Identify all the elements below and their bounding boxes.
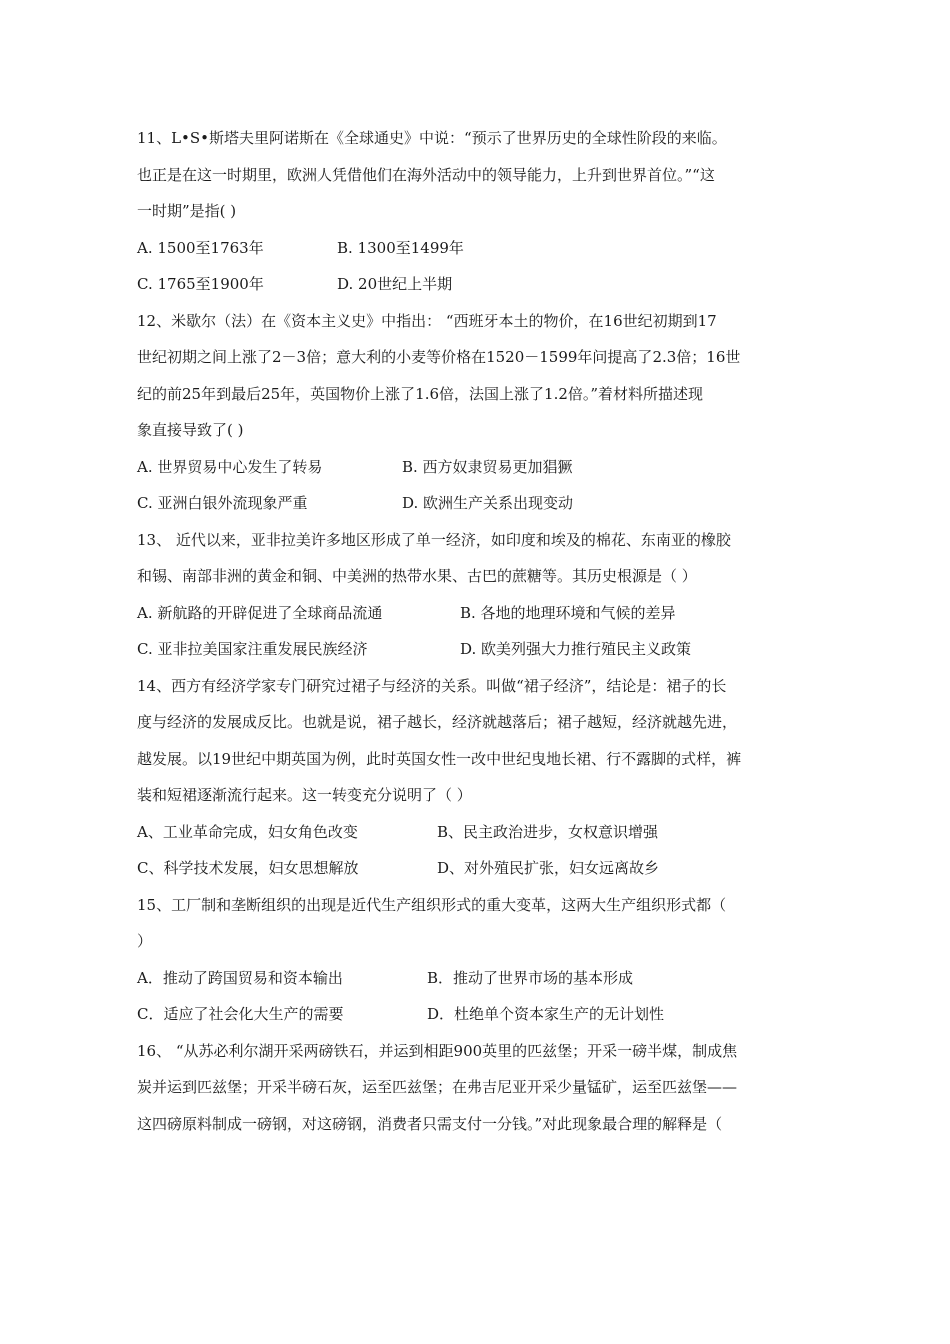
option-b: B、民主政治进步，女权意识增强 bbox=[437, 822, 659, 841]
option-row bbox=[137, 266, 815, 303]
option-row bbox=[137, 485, 815, 522]
option-b: B. 西方奴隶贸易更加猖獗 bbox=[402, 457, 573, 476]
question-line: 炭并运到匹兹堡；开采半磅石灰，运至匹兹堡；在弗吉尼亚开采少量锰矿，运至匹兹堡—— bbox=[137, 1078, 738, 1096]
question-line: 纪的前25年到最后25年，英国物价上涨了1.6倍，法国上涨了1.2倍。”着材料所描述现 bbox=[137, 384, 704, 403]
option-d: D．杜绝单个资本家生产的无计划性 bbox=[427, 1005, 665, 1023]
option-a: A、工业革命完成，妇女角色改变 bbox=[137, 822, 358, 841]
question-line: 度与经济的发展成反比。也就是说，裙子越长，经济就越落后；裙子越短，经济就越先进， bbox=[137, 713, 738, 731]
option-a: A. 世界贸易中心发生了转易 bbox=[137, 457, 323, 476]
option-c: C. 亚非拉美国家注重发展民族经济 bbox=[137, 640, 368, 658]
option-c: C．适应了社会化大生产的需要 bbox=[137, 1005, 344, 1023]
question-14 bbox=[137, 668, 815, 887]
option-row bbox=[137, 595, 815, 632]
question-line: ） bbox=[137, 932, 153, 950]
question-line: 装和短裙逐渐流行起来。这一转变充分说明了（ ） bbox=[137, 786, 472, 804]
question-16 bbox=[137, 1033, 815, 1143]
question-line: 越发展。以19世纪中期英国为例，此时英国女性一改中世纪曳地长裙、行不露脚的式样，裤 bbox=[137, 749, 742, 768]
question-line: 15、工厂制和垄断组织的出现是近代生产组织形式的重大变革，这两大生产组织形式都（ bbox=[137, 895, 727, 914]
question-line: 11、L•S•斯塔夫里阿诺斯在《全球通史》中说：“预示了世界历史的全球性阶段的来临。 bbox=[137, 129, 727, 147]
option-d: D. 欧洲生产关系出现变动 bbox=[402, 494, 574, 512]
option-b: B. 各地的地理环境和气候的差异 bbox=[460, 603, 676, 622]
question-13 bbox=[137, 522, 815, 668]
option-d: D、对外殖民扩张，妇女远离故乡 bbox=[437, 859, 660, 877]
option-d: D. 20世纪上半期 bbox=[337, 275, 453, 293]
option-row bbox=[137, 230, 815, 267]
option-c: C. 1765至1900年 bbox=[137, 275, 264, 293]
option-c: C、科学技术发展，妇女思想解放 bbox=[137, 859, 359, 877]
question-line: 世纪初期之间上涨了2－3倍；意大利的小麦等价格在1520－1599年问提高了2.3倍；16世 bbox=[137, 348, 741, 366]
option-a: A．推动了跨国贸易和资本输出 bbox=[137, 968, 343, 987]
question-line: 14、西方有经济学家专门研究过裙子与经济的关系。叫做“裙子经济”，结论是：裙子的长 bbox=[137, 676, 727, 695]
option-row bbox=[137, 996, 815, 1033]
option-a: A. 1500至1763年 bbox=[137, 238, 264, 257]
option-b: B．推动了世界市场的基本形成 bbox=[427, 968, 634, 987]
question-line: 象直接导致了( ) bbox=[137, 421, 244, 439]
question-line: 13、 近代以来，亚非拉美许多地区形成了单一经济，如印度和埃及的棉花、东南亚的橡胶 bbox=[137, 530, 731, 549]
option-b: B. 1300至1499年 bbox=[337, 238, 464, 257]
option-row bbox=[137, 850, 815, 887]
question-line: 一时期”是指( ) bbox=[137, 202, 237, 220]
question-11 bbox=[137, 120, 815, 303]
option-row bbox=[137, 960, 815, 997]
question-15 bbox=[137, 887, 815, 1033]
option-row bbox=[137, 631, 815, 668]
question-12 bbox=[137, 303, 815, 522]
question-line: 和锡、南部非洲的黄金和铜、中美洲的热带水果、古巴的蔗糖等。其历史根源是（ ） bbox=[137, 567, 697, 585]
question-list bbox=[137, 120, 815, 1142]
question-line: 16、 “从苏必利尔湖开采两磅铁石，并运到相距900英里的匹兹堡；开采一磅半煤，制成焦 bbox=[137, 1041, 738, 1060]
question-line: 12、米歇尔（法）在《资本主义史》中指出： “西班牙本土的物价，在16世纪初期到17 bbox=[137, 311, 717, 330]
option-row bbox=[137, 449, 815, 486]
option-row bbox=[137, 814, 815, 851]
option-c: C. 亚洲白银外流现象严重 bbox=[137, 494, 308, 512]
question-line: 这四磅原料制成一磅钢，对这磅钢，消费者只需支付一分钱。”对此现象最合理的解释是（ bbox=[137, 1114, 723, 1133]
option-d: D. 欧美列强大力推行殖民主义政策 bbox=[460, 640, 692, 658]
question-line: 也正是在这一时期里，欧洲人凭借他们在海外活动中的领导能力，上升到世界首位。”“这 bbox=[137, 165, 715, 184]
option-a: A. 新航路的开辟促进了全球商品流通 bbox=[137, 603, 383, 622]
